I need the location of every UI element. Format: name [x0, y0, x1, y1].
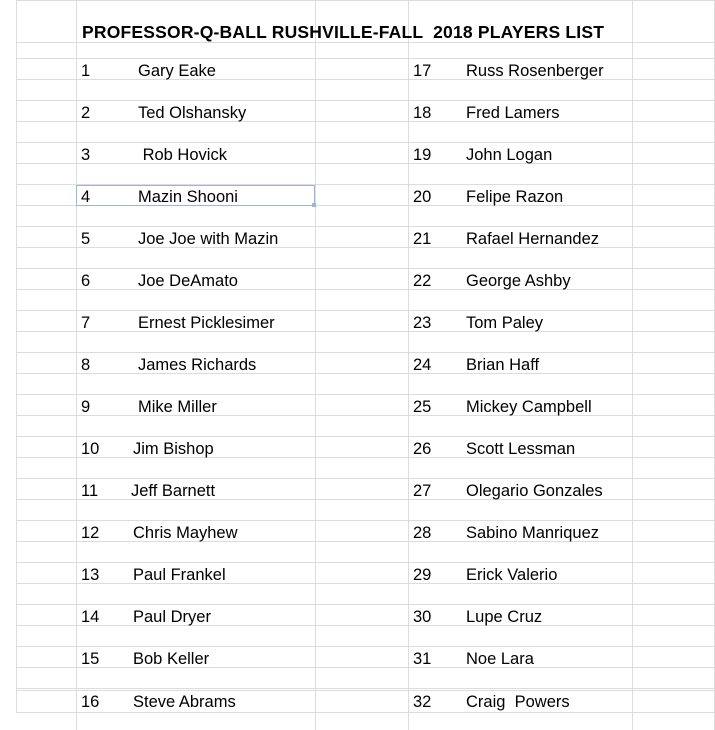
- player-number: 2: [81, 104, 91, 122]
- player-number: 13: [81, 566, 100, 584]
- player-number: 1: [81, 62, 91, 80]
- sheet-title: PROFESSOR-Q-BALL RUSHVILLE-FALL 2018 PLAYERS LIST: [82, 22, 605, 42]
- player-number: 18: [413, 104, 432, 122]
- player-name: Brian Haff: [466, 356, 540, 374]
- player-name: Chris Mayhew: [133, 524, 238, 542]
- grid-row-line: [16, 163, 715, 164]
- grid-row-line: [16, 415, 715, 416]
- grid-row-line: [16, 604, 715, 605]
- player-name: Mickey Campbell: [466, 398, 592, 416]
- grid-row-line: [16, 625, 715, 626]
- player-number: 11: [81, 482, 99, 500]
- player-number: 23: [413, 314, 432, 332]
- grid-row-line: [16, 268, 715, 269]
- grid-row-line: [16, 457, 715, 458]
- grid-row-line: [16, 436, 715, 437]
- player-name: Craig Powers: [466, 693, 570, 711]
- player-number: 25: [413, 398, 432, 416]
- grid-row-line: [16, 688, 715, 689]
- player-number: 4: [81, 188, 91, 206]
- player-number: 30: [413, 608, 432, 626]
- player-name: Felipe Razon: [466, 188, 564, 206]
- player-name: Joe Joe with Mazin: [138, 230, 279, 248]
- player-number: 8: [81, 356, 91, 374]
- grid-column-line: [408, 0, 409, 730]
- grid-row-line: [16, 583, 715, 584]
- grid-row-line: [16, 142, 715, 143]
- grid-row-line: [16, 79, 715, 80]
- player-name: Paul Frankel: [133, 566, 226, 584]
- player-name: Mike Miller: [138, 398, 217, 416]
- grid-row-line: [16, 667, 715, 668]
- grid-row-line: [16, 646, 715, 647]
- player-number: 6: [81, 272, 91, 290]
- player-name: Erick Valerio: [466, 566, 558, 584]
- player-name: Steve Abrams: [133, 693, 236, 711]
- grid-row-line: [16, 247, 715, 248]
- grid-row-line: [16, 310, 715, 311]
- player-name: John Logan: [466, 146, 553, 164]
- grid-row-line: [16, 499, 715, 500]
- player-name: Rafael Hernandez: [466, 230, 599, 248]
- player-number: 26: [413, 440, 432, 458]
- fill-handle[interactable]: [312, 203, 316, 207]
- grid-row-line: [16, 226, 715, 227]
- player-number: 29: [413, 566, 432, 584]
- grid-row-line: [16, 541, 715, 542]
- player-name: Russ Rosenberger: [466, 62, 604, 80]
- player-name: Rob Hovick: [138, 146, 227, 164]
- player-name: Lupe Cruz: [466, 608, 543, 626]
- grid-row-line: [16, 352, 715, 353]
- player-number: 9: [81, 398, 91, 416]
- player-number: 16: [81, 693, 100, 711]
- grid-row-line: [16, 0, 715, 1]
- player-name: Fred Lamers: [466, 104, 560, 122]
- player-number: 28: [413, 524, 432, 542]
- player-number: 24: [413, 356, 432, 374]
- player-number: 7: [81, 314, 91, 332]
- grid-row-line: [16, 690, 715, 691]
- player-name: Tom Paley: [466, 314, 544, 332]
- grid-row-line: [16, 331, 715, 332]
- grid-row-line: [16, 121, 715, 122]
- grid-column-line: [16, 0, 17, 712]
- player-name: James Richards: [138, 356, 257, 374]
- player-name: George Ashby: [466, 272, 571, 290]
- player-number: 19: [413, 146, 432, 164]
- grid-row-line: [16, 712, 715, 713]
- player-number: 21: [413, 230, 432, 248]
- player-name: Gary Eake: [138, 62, 216, 80]
- player-name: Mazin Shooni: [138, 188, 238, 206]
- player-name: Ted Olshansky: [138, 104, 247, 122]
- player-name: Scott Lessman: [466, 440, 576, 458]
- player-name: Paul Dryer: [133, 608, 211, 626]
- player-name: Bob Keller: [133, 650, 210, 668]
- player-number: 12: [81, 524, 100, 542]
- grid-row-line: [16, 478, 715, 479]
- grid-row-line: [16, 562, 715, 563]
- player-name: Joe DeAmato: [138, 272, 238, 290]
- grid-row-line: [16, 289, 715, 290]
- player-name: Noe Lara: [466, 650, 534, 668]
- player-number: 32: [413, 693, 432, 711]
- player-number: 15: [81, 650, 100, 668]
- player-number: 5: [81, 230, 91, 248]
- player-name: Jeff Barnett: [131, 482, 216, 500]
- player-number: 10: [81, 440, 100, 458]
- player-name: Sabino Manriquez: [466, 524, 599, 542]
- player-number: 27: [413, 482, 432, 500]
- selected-cell-outline[interactable]: [76, 185, 315, 206]
- grid-column-line: [76, 0, 77, 730]
- grid-column-line: [315, 0, 316, 730]
- grid-row-line: [16, 394, 715, 395]
- player-number: 3: [81, 146, 91, 164]
- grid-row-line: [16, 520, 715, 521]
- player-name: Jim Bishop: [133, 440, 214, 458]
- grid-column-line: [632, 0, 633, 730]
- grid-row-line: [16, 373, 715, 374]
- grid-row-line: [16, 100, 715, 101]
- player-name: Ernest Picklesimer: [138, 314, 275, 332]
- player-number: 31: [413, 650, 432, 668]
- player-number: 17: [413, 62, 432, 80]
- player-number: 20: [413, 188, 432, 206]
- player-number: 22: [413, 272, 432, 290]
- player-name: Olegario Gonzales: [466, 482, 603, 500]
- player-number: 14: [81, 608, 100, 626]
- grid-row-line: [16, 58, 715, 59]
